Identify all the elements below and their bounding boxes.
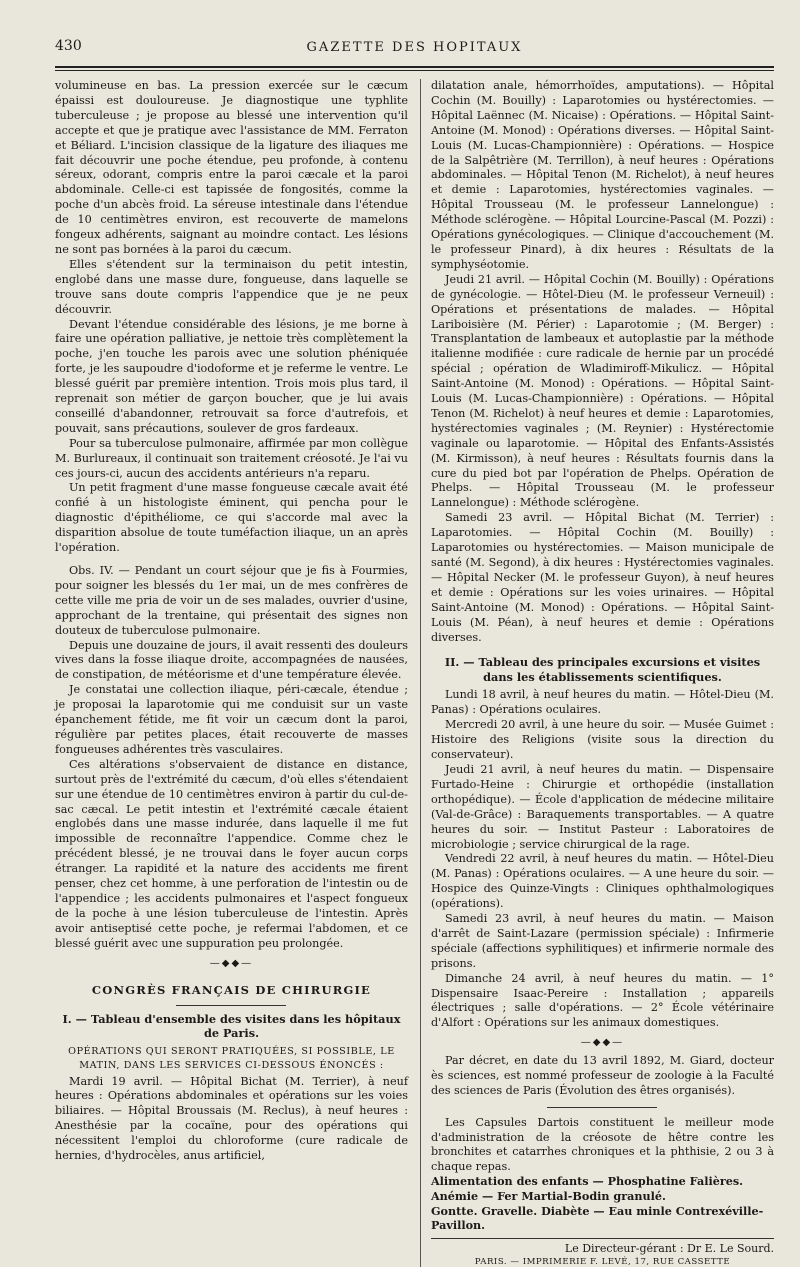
excursion-paragraph: Samedi 23 avril, à neuf heures du matin. — Maison d'arrêt de Saint-Lazare (permission spéciale) : Infirmerie spéciale (affections syphilitiques) et infirmerie normale des prisons. xyxy=(430,912,774,970)
section-ornament: —◆◆— xyxy=(209,957,254,969)
mardi-paragraph: Mardi 19 avril. — Hôpital Bichat (M. Terrier), à neuf heures : Opérations abdominales et opérations sur les voies biliaires. — Hôpital Broussais (M. Reclus), à neuf heures : Anesthésie par la cocaïne, pour des opérations qui nécessitent l'emploi du chloroforme (cure radicale de hernies, d'hydrocèles, anus artificiel, xyxy=(55,1074,408,1163)
paragraph: volumineuse en bas. La pression exercée sur le cæcum épaissi est douloureuse. Je diagnostique une typhlite tuberculeuse ; je propose au blessé une intervention qu'il accepte et que je pratique avec l'assistance de MM. Ferraton et Béliard. L'incision classique de la ligature des iliaques me fait découvrir une poche étendue, peu profonde, à contenu séreux, odorant, compris entre la paroi cæcale et la paroi abdominale. Celle-ci est tapissée de fongosités, comme la poche d'un abcès froid. La séreuse intestinale dans l'étendue de 10 centimètres environ, est recouverte de mamelons fongeux adhérents, saignant au moindre contact. Les lésions ne sont pas bornées à la paroi du cæcum. xyxy=(55,79,408,256)
section-i-subtitle: OPÉRATIONS QUI SERONT PRATIQUÉES, SI POSSIBLE, LE MATIN, DANS LES SERVICES CI-DESSOUS ÉNONCÉS : xyxy=(68,1045,395,1071)
header-rule-thin xyxy=(55,70,774,71)
excursion-paragraph: Vendredi 22 avril, à neuf heures du matin. — Hôtel-Dieu (M. Panas) : Opérations oculaires. — A une heure du soir. — Hospice des Quinze-Vingts : Cliniques ophthalmologiques (opérations). xyxy=(430,852,774,911)
short-rule xyxy=(547,1107,657,1108)
journal-title: GAZETTE DES HOPITAUX xyxy=(306,40,523,55)
paragraph: Depuis une douzaine de jours, il avait ressenti des douleurs vives dans la fosse iliaque droite, accompagnées de nausées, de constipation, de météorisme et d'une température élevée. xyxy=(55,638,408,682)
advertisements xyxy=(431,1116,774,1233)
directeur-gerant: Le Directeur-gérant : Dr E. Le Sourd. xyxy=(564,1241,774,1255)
left-column xyxy=(55,79,416,1267)
two-column-body xyxy=(55,79,774,1267)
imprimerie-line: PARIS. — IMPRIMERIE F. LEVÉ, 17, RUE CASSETTE xyxy=(474,1256,731,1267)
header-rule xyxy=(55,66,774,68)
paragraph: dilatation anale, hémorrhoïdes, amputations). — Hôpital Cochin (M. Bouilly) : Laparotomies ou hystérectomies. — Hôpital Laënnec (M. Nicaise) : Opérations. — Hôpital Saint-Antoine (M. Monod) : Opérations diverses. — Hôpital Saint-Louis (M. Lucas-Championnière) : Opérations. — Hospice de la Salpêtrière (M. Terrillon), à neuf heures : Opérations abdominales. — Hôpital Tenon (M. Richelot), à neuf heures et demie : Laparotomies, hystérectomies vaginales. — Hôpital Trousseau (M. le professeur Lannelongue) : Méthode sclérogène. — Hôpital Lourcine-Pascal (M. Pozzi) : Opérations gynécologiques. — Clinique d'accouchement (M. le professeur Pinard), à dix heures : Résultats de la symphyséotomie. xyxy=(430,79,774,271)
excursion-paragraph: Lundi 18 avril, à neuf heures du matin. — Hôtel-Dieu (M. Panas) : Opérations oculaires. xyxy=(430,688,774,717)
section-ornament: —◆◆— xyxy=(580,1037,625,1049)
paragraph: Un petit fragment d'une masse fongueuse cæcale avait été confié à un histologiste éminent, qui pencha pour le diagnostic d'épithéliome, ce qui s'accorde mal avec la disparition absolue de toute tuméfaction iliaque, un an après l'opération. xyxy=(55,481,408,555)
ad-alimentation: Alimentation des enfants — Phosphatine Falières. xyxy=(430,1174,744,1189)
paragraph: Je constatai une collection iliaque, péri-cæcale, étendue ; je proposai la laparotomie qui me conduisit sur un vaste épanchement fétide, me fit voir un cæcum dont la paroi, régulière par petites places, était recouverte de masses fongueuses adhérentes très vasculaires. xyxy=(55,683,408,756)
samedi-paragraph: Samedi 23 avril. — Hôpital Bichat (M. Terrier) : Laparotomies. — Hôpital Cochin (M. Bouilly) : Laparotomies ou hystérectomies. — Maison municipale de santé (M. Segond), à dix heures : Hystérectomies vaginales. — Hôpital Necker (M. le professeur Guyon), à neuf heures et demie : Opérations sur les voies urinaires. — Hôpital Saint-Antoine (M. Monod) : Opérations. — Hôpital Saint-Louis (M. Péan), à neuf heures et demie : Opérations diverses. xyxy=(430,511,774,644)
paragraph: Pour sa tuberculose pulmonaire, affirmée par mon collègue M. Burlureaux, il continuait son traitement créosoté. Je l'ai vu ces jours-ci, aucun des accidents antérieurs n'a reparu. xyxy=(55,436,408,480)
section-i-title: I. — Tableau d'ensemble des visites dans les hôpitaux de Paris. xyxy=(62,1011,401,1041)
column-divider xyxy=(420,79,421,1267)
paragraph: Ces altérations s'observaient de distance en distance, surtout près de l'extrémité du cæcum, d'où elles s'étendaient sur une étendue de 10 centimètres environ à partir du cul-de-sac cæcal. Le petit intestin et l'extrémité cæcale étaient englobés dans une masse indurée, dans laquelle il me fut impossible de reconnaître l'appendice. Comme chez le précédent blessé, je ne trouvai dans le foyer aucun corps étranger. La rapidité et la nature des accidents me firent penser, chez cet homme, à une perforation de l'intestin ou de l'appendice ; les accidents pulmonaires et l'aspect fongueux de la poche à une lésion tuberculeuse de l'intestin. Après avoir antiseptisé cette poche, je refermai l'abdomen, et ce blessé guérit avec une suppuration peu prolongée. xyxy=(55,757,408,950)
jeudi-paragraph: Jeudi 21 avril. — Hôpital Cochin (M. Bouilly) : Opérations de gynécologie. — Hôtel-Dieu (M. le professeur Verneuil) : Opérations et présentations de malades. — Hôpital Lariboisière (M. Périer) : Laparotomie ; (M. Berger) : Transplantation de lambeaux et autoplastie par la méthode italienne modifiée : cure radicale de hernie par un procédé spécial ; opération de Wladimiroff-Mikulicz. — Hôpital Saint-Antoine (M. Monod) : Opérations. — Hôpital Saint-Louis (M. Lucas-Championnière) : Opérations. — Hôpital Tenon (M. Richelot) à neuf heures et demie : Laparotomies, hystérectomies vaginales ; (M. Reynier) : Hystérectomie vaginale ou laparotomie. — Hôpital des Enfants-Assistés (M. Kirmisson), à neuf heures : Résultats fournis dans la cure du pied bot par l'opération de Phelps. Opération de Phelps. — Hôpital Trousseau (M. le professeur Lannelongue) : Méthode sclérogène. xyxy=(430,272,774,510)
excursion-paragraph: Jeudi 21 avril, à neuf heures du matin. — Dispensaire Furtado-Heine : Chirurgie et orthopédie (installation orthopédique). — École d'application de médecine militaire (Val-de-Grâce) : Baraquements transportables. — A quatre heures du soir. — Institut Pasteur : Laboratoires de microbiologie ; service chirurgical de la rage. xyxy=(430,762,774,851)
page-header xyxy=(55,34,774,60)
ad-capsules: Les Capsules Dartois constituent le meilleur mode d'administration de la créosote de hêtre contre les bronchites et catarrhes chroniques et la phthisie, 2 ou 3 à chaque repas. xyxy=(430,1116,774,1173)
excursion-paragraph: Dimanche 24 avril, à neuf heures du matin. — 1° Dispensaire Isaac-Pereire : Installation ; appareils électriques ; salle d'opérations. — 2° École vétérinaire d'Alfort : Opérations sur les animaux domestiques. xyxy=(430,971,774,1030)
section-ii-title: II. — Tableau des principales excursions et visites dans les établissements scientifiques. xyxy=(444,655,761,684)
ad-goutte: Gontte. Gravelle. Diabète — Eau minle Contrexéville-Pavillon. xyxy=(430,1203,764,1233)
short-rule xyxy=(176,1005,286,1006)
ad-anemie: Anémie — Fer Martial-Bodin granulé. xyxy=(430,1188,666,1203)
paragraph: Devant l'étendue considérable des lésions, je me borne à faire une opération palliative, je nettoie très complètement la poche, j'en touche les parois avec une solution phéniquée forte, je les saupoudre d'iodoforme et je referme le ventre. Le blessé guérit par première intention. Trois mois plus tard, il reprenait son métier de garçon boucher, que je lui avais conseillé d'abandonner, retrouvait sa force d'autrefois, et pouvait, sans précautions, soulever de gros fardeaux. xyxy=(55,317,408,435)
paragraph: Elles s'étendent sur la terminaison du petit intestin, englobé dans une masse dure, fongueuse, dans laquelle se trouve sans doute compris l'appendice que je ne peux découvrir. xyxy=(55,257,408,316)
right-column xyxy=(425,79,774,1267)
congres-heading: CONGRÈS FRANÇAIS DE CHIRURGIE xyxy=(91,982,372,997)
page-number: 430 xyxy=(55,38,82,54)
excursion-paragraph: Mercredi 20 avril, à une heure du soir. — Musée Guimet : Histoire des Religions (visite sous la direction du conservateur). xyxy=(430,718,774,762)
decret-paragraph: Par décret, en date du 13 avril 1892, M. Giard, docteur ès sciences, est nommé professeur de zoologie à la Faculté des sciences de Paris (Évolution des êtres organisés). xyxy=(430,1054,774,1098)
footer-rule xyxy=(431,1238,774,1239)
observation-paragraph: Obs. IV. — Pendant un court séjour que je fis à Fourmies, pour soigner les blessés du 1er mai, un de mes confrères de cette ville me pria de voir un de ses malades, ouvrier d'usine, approchant de la trentaine, qui présentait des signes non douteux de tuberculose pulmonaire. xyxy=(55,564,408,637)
